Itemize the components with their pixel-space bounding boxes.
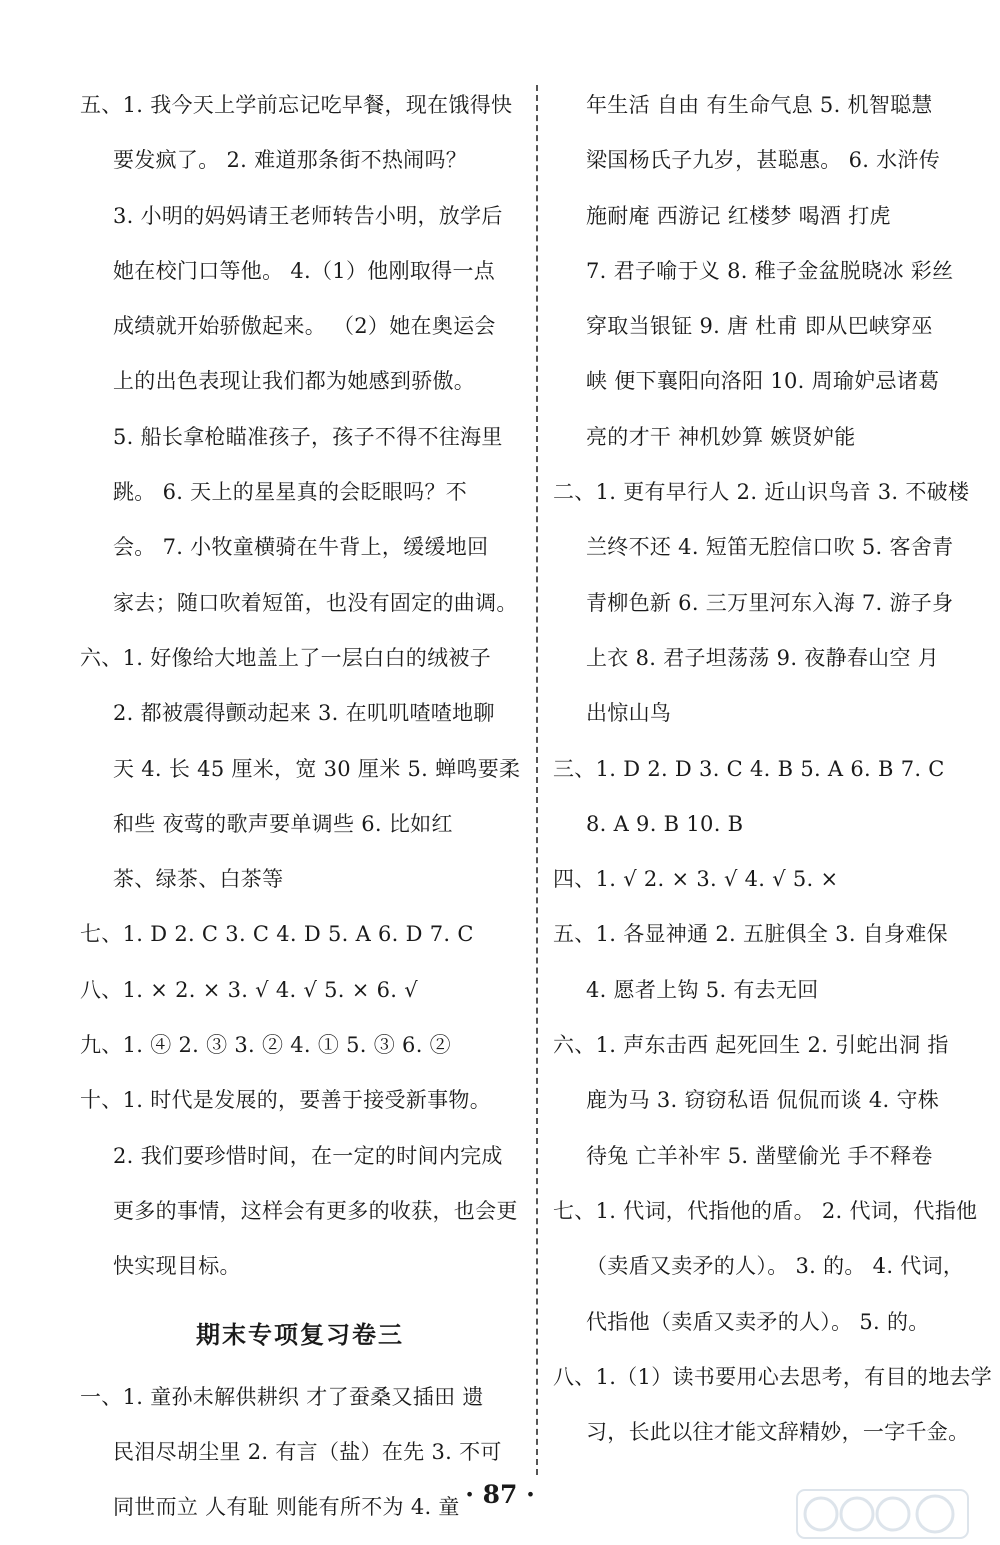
- answer-line: 二、1. 更有早行人 2. 近山识鸟音 3. 不破楼: [553, 480, 970, 505]
- answer-line: 成绩就开始骄傲起来。 （2）她在奥运会: [113, 314, 496, 339]
- answer-line: 穿取当银钲 9. 唐 杜甫 即从巴峡穿巫: [586, 314, 933, 339]
- answer-line: 峡 便下襄阳向洛阳 10. 周瑜妒忌诸葛: [586, 369, 940, 394]
- answer-line: 青柳色新 6. 三万里河东入海 7. 游子身: [586, 590, 954, 615]
- answer-line: 施耐庵 西游记 红楼梦 喝酒 打虎: [586, 203, 891, 228]
- answer-line: 上的出色表现让我们都为她感到骄傲。: [113, 369, 476, 394]
- answer-line: 3. 小明的妈妈请王老师转告小明，放学后: [113, 203, 503, 228]
- section-title: 期末专项复习卷三: [196, 1320, 404, 1349]
- answer-line: 上衣 8. 君子坦荡荡 9. 夜静春山空 月: [586, 645, 940, 670]
- answer-line: 梁国杨氏子九岁，甚聪惠。 6. 水浒传: [586, 148, 941, 173]
- answer-line: 亮的才干 神机妙算 嫉贤妒能: [586, 424, 856, 449]
- left-column: [80, 78, 520, 1535]
- answer-line: 同世而立 人有耻 则能有所不为 4. 童: [113, 1495, 460, 1520]
- answer-line: 跳。 6. 天上的星星真的会眨眼吗？不: [113, 480, 468, 505]
- answer-line: 7. 君子喻于义 8. 稚子金盆脱晓冰 彩丝: [586, 258, 954, 283]
- answer-line: 民泪尽胡尘里 2. 有言（盐）在先 3. 不可: [113, 1439, 502, 1464]
- answer-line: 习，长此以往才能文辞精妙，一字千金。: [586, 1420, 970, 1445]
- answer-line: 七、1. 代词，代指他的盾。 2. 代词，代指他: [553, 1198, 978, 1223]
- answer-line: 鹿为马 3. 窃窃私语 侃侃而谈 4. 守株: [586, 1088, 940, 1113]
- answer-line: 4. 愿者上钩 5. 有去无回: [586, 977, 819, 1002]
- answer-line: 一、1. 童孙未解供耕织 才了蚕桑又插田 遗: [80, 1384, 484, 1409]
- left-answer-lines-after-title: [80, 1370, 520, 1536]
- answer-line: 兰终不还 4. 短笛无腔信口吹 5. 客舍青: [586, 535, 954, 560]
- answer-line: 七、1. D 2. C 3. C 4. D 5. A 6. D 7. C: [80, 922, 474, 947]
- answer-line: 2. 我们要珍惜时间，在一定的时间内完成: [113, 1143, 503, 1168]
- answer-line: （卖盾又卖矛的人）。 3. 的。 4. 代词，: [586, 1254, 965, 1279]
- answer-line: 三、1. D 2. D 3. C 4. B 5. A 6. B 7. C: [553, 756, 945, 781]
- answer-line: 天 4. 长 45 厘米，宽 30 厘米 5. 蝉鸣要柔: [113, 756, 521, 781]
- answer-line: 和些 夜莺的歌声要单调些 6. 比如红: [113, 811, 453, 836]
- answer-line: 茶、绿茶、白茶等: [113, 867, 284, 892]
- page-number: · 87 ·: [465, 1480, 535, 1509]
- answer-line: 她在校门口等他。 4.（1）他刚取得一点: [113, 258, 496, 283]
- answer-line: 四、1. √ 2. × 3. √ 4. √ 5. ×: [553, 867, 839, 892]
- watermark-logo-icon: [795, 1488, 970, 1540]
- answer-line: 五、1. 我今天上学前忘记吃早餐，现在饿得快: [80, 93, 513, 117]
- answer-line: 八、1. × 2. × 3. √ 4. √ 5. × 6. √: [80, 977, 418, 1002]
- answer-line: 家去；随口吹着短笛，也没有固定的曲调。: [113, 590, 518, 615]
- right-column: [553, 78, 993, 1460]
- answer-line: 八、1.（1）读书要用心去思考，有目的地去学: [553, 1364, 992, 1389]
- answer-line: 出惊山鸟: [586, 701, 672, 726]
- answer-line: 十、1. 时代是发展的，要善于接受新事物。: [80, 1088, 492, 1113]
- answer-line: 要发疯了。 2. 难道那条街不热闹吗？: [113, 148, 468, 173]
- answer-line: 六、1. 声东击西 起死回生 2. 引蛇出洞 指: [553, 1033, 949, 1058]
- answer-line: 快实现目标。: [113, 1254, 241, 1279]
- column-divider: [536, 85, 538, 1475]
- left-answer-lines: [80, 78, 520, 1295]
- answer-line: 代指他（卖盾又卖矛的人）。 5. 的。: [586, 1309, 930, 1334]
- answer-line: 2. 都被震得颤动起来 3. 在叽叽喳喳地聊: [113, 701, 495, 726]
- answer-line: 8. A 9. B 10. B: [586, 811, 744, 836]
- answer-line: 更多的事情，这样会有更多的收获，也会更: [113, 1198, 518, 1223]
- answer-line: 六、1. 好像给大地盖上了一层白白的绒被子: [80, 645, 492, 670]
- answer-line: 九、1. ④ 2. ③ 3. ② 4. ① 5. ③ 6. ②: [80, 1033, 451, 1058]
- answer-line: 待兔 亡羊补牢 5. 凿壁偷光 手不释卷: [586, 1143, 933, 1168]
- answer-line: 会。 7. 小牧童横骑在牛背上，缓缓地回: [113, 535, 489, 560]
- answer-line: 年生活 自由 有生命气息 5. 机智聪慧: [586, 93, 933, 117]
- watermark-logo: [795, 1488, 970, 1540]
- right-answer-lines: [553, 78, 993, 1460]
- answer-line: 5. 船长拿枪瞄准孩子，孩子不得不往海里: [113, 424, 503, 449]
- answer-line: 五、1. 各显神通 2. 五脏俱全 3. 自身难保: [553, 922, 948, 947]
